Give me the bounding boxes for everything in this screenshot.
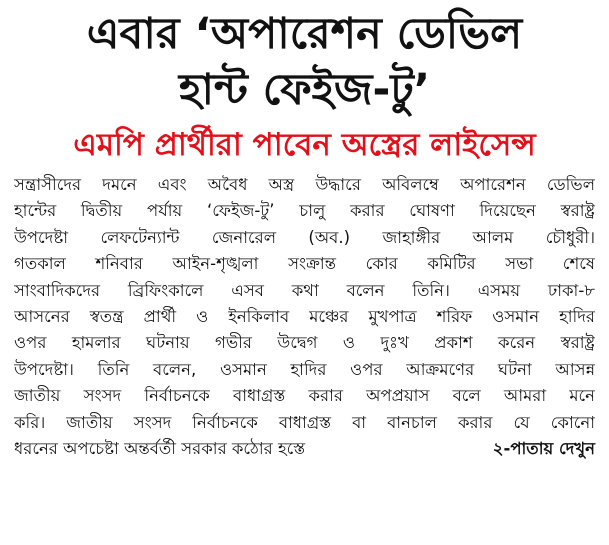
body-line: জাতীয় সংসদ নির্বাচনকে বাধাগ্রস্ত করার অপপ্রয়াস বলে আমরা মনে	[14, 386, 595, 406]
body-line: করি। জাতীয় সংসদ নির্বাচনকে বাধাগ্রস্ত বা বানচাল করার যে কোনো	[14, 412, 595, 432]
body-line: আসনের স্বতন্ত্র প্রার্থী ও ইনকিলাব মঞ্চের মুখপাত্র শরিফ ওসমান হাদির	[14, 307, 595, 327]
body-line: সন্ত্রাসীদের দমনে এবং অবৈধ অস্ত্র উদ্ধারে অবিলম্বে অপারেশন ডেভিল	[14, 175, 595, 194]
body-line: উপদেষ্টা লেফটেন্যান্ট জেনারেল (অব.) জাহাঙ্গীর আলম চৌধুরী।	[14, 227, 595, 247]
body-line: ধরনের অপচেষ্টা অন্তর্বর্তী সরকার কঠোর হস্তে	[14, 439, 306, 459]
body-line: উপদেষ্টা। তিনি বলেন, ওসমান হাদির ওপর আক্রমণের ঘটনা আসন্ন	[14, 359, 595, 379]
body-line: সাংবাদিকদের ব্রিফিংকালে এসব কথা বলেন তিনি। এসময় ঢাকা-৮	[14, 280, 595, 300]
subheadline: এমপি প্রার্থীরা পাবেন অস্ত্রের লাইসেন্স	[73, 127, 536, 163]
article-body	[14, 172, 595, 462]
headline-line-2: হান্ট ফেইজ-টু’	[178, 65, 431, 115]
body-last-line	[14, 436, 595, 462]
body-line: ওপর হামলার ঘটনায় গভীর উদ্বেগ ও দুঃখ প্রকাশ করেন স্বরাষ্ট্র	[14, 333, 595, 353]
continuation-label: ২-পাতায় দেখুন	[492, 439, 595, 459]
body-line: হান্টের দ্বিতীয় পর্যায় ‘ফেইজ-টু’ চালু করার ঘোষণা দিয়েছেন স্বরাষ্ট্র	[14, 201, 595, 221]
headline-line-1: এবার ‘অপারেশন ডেভিল	[86, 9, 523, 59]
headline	[14, 6, 595, 118]
body-line: গতকাল শনিবার আইন-শৃঙ্খলা সংক্রান্ত কোর কমিটির সভা শেষে	[14, 254, 595, 274]
